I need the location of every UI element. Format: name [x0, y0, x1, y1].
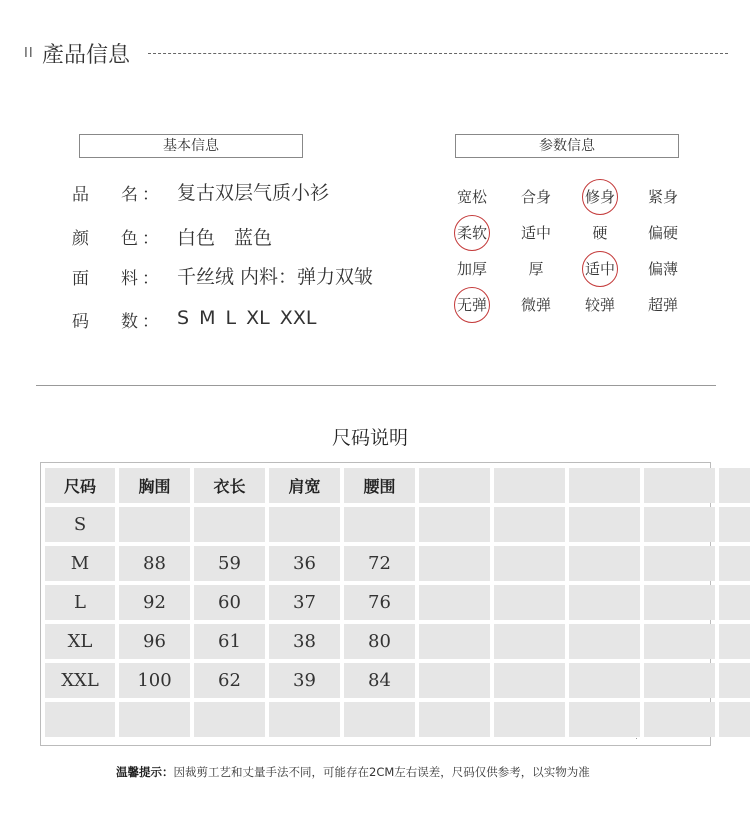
table-cell [419, 702, 490, 737]
table-cell [194, 507, 265, 542]
param-option: 紧身 [647, 188, 678, 206]
param-option: 适中 [520, 224, 551, 242]
table-header-cell [419, 468, 490, 503]
table-cell [644, 585, 715, 620]
table-cell: 39 [269, 663, 340, 698]
basic-label-char2: 名 [121, 185, 138, 205]
param-option: 宽松 [456, 188, 487, 206]
table-cell [719, 507, 750, 542]
table-cell: 60 [194, 585, 265, 620]
table-cell: 72 [344, 546, 415, 581]
table-cell [269, 507, 340, 542]
basic-label-char1: 品 [72, 185, 89, 205]
table-cell [119, 507, 190, 542]
table-cell: 96 [119, 624, 190, 659]
basic-label-colon: ： [142, 229, 159, 249]
table-cell: 76 [344, 585, 415, 620]
table-cell: XXL [45, 663, 115, 698]
table-cell [719, 624, 750, 659]
param-option: 无弹 [452, 290, 492, 320]
table-cell [644, 507, 715, 542]
param-option: 超弹 [647, 296, 678, 314]
param-option: 微弹 [520, 296, 551, 314]
table-cell [494, 624, 565, 659]
param-option: 修身 [580, 182, 620, 212]
table-cell [494, 585, 565, 620]
table-cell: 92 [119, 585, 190, 620]
table-cell [494, 702, 565, 737]
param-option: 偏薄 [647, 260, 678, 278]
table-header-cell [494, 468, 565, 503]
table-cell [644, 702, 715, 737]
table-cell: 61 [194, 624, 265, 659]
table-cell [569, 624, 640, 659]
table-cell [719, 585, 750, 620]
basic-label-char1: 面 [72, 269, 89, 289]
param-option: 厚 [528, 260, 544, 278]
basic-label-char2: 色 [121, 229, 138, 249]
table-cell [569, 663, 640, 698]
basic-label-char2: 数 [121, 312, 138, 332]
basic-value-fabric: 千丝绒 内料：弹力双皱 [177, 266, 374, 288]
table-cell [419, 585, 490, 620]
size-note [116, 764, 590, 780]
table-cell: 88 [119, 546, 190, 581]
basic-label-colon: ： [142, 312, 159, 332]
table-tick-mark [636, 738, 637, 739]
param-info-heading: 参数信息 [455, 134, 679, 158]
table-cell [569, 507, 640, 542]
table-cell [494, 507, 565, 542]
table-cell: L [45, 585, 115, 620]
basic-value-sizes: S M L XL XXL [177, 307, 317, 329]
section-dashed-rule [148, 53, 728, 54]
table-cell: 37 [269, 585, 340, 620]
size-table [40, 462, 711, 746]
table-cell: 36 [269, 546, 340, 581]
param-option: 较弹 [584, 296, 615, 314]
section-marker: II [24, 46, 34, 61]
param-option: 硬 [592, 224, 608, 242]
table-cell [269, 702, 340, 737]
table-cell: 38 [269, 624, 340, 659]
param-option: 柔软 [452, 218, 492, 248]
table-header-cell: 尺码 [45, 468, 115, 503]
param-option: 合身 [520, 188, 551, 206]
table-cell [419, 507, 490, 542]
table-cell: XL [45, 624, 115, 659]
table-header-cell: 衣长 [194, 468, 265, 503]
table-cell [119, 702, 190, 737]
table-cell [344, 507, 415, 542]
size-note-label: 温馨提示： [116, 765, 174, 779]
table-cell: 59 [194, 546, 265, 581]
table-header-cell: 胸围 [119, 468, 190, 503]
param-option: 偏硬 [647, 224, 678, 242]
basic-value-color: 白色 蓝色 [177, 227, 273, 249]
basic-label-colon: ： [142, 269, 159, 289]
table-header-cell [719, 468, 750, 503]
table-cell [194, 702, 265, 737]
table-cell [494, 663, 565, 698]
table-header-cell [644, 468, 715, 503]
param-option: 适中 [580, 254, 620, 284]
table-header-cell: 肩宽 [269, 468, 340, 503]
table-cell: M [45, 546, 115, 581]
table-cell [494, 546, 565, 581]
table-cell [644, 546, 715, 581]
table-cell [419, 663, 490, 698]
table-header-cell [569, 468, 640, 503]
section-divider [36, 385, 716, 386]
table-cell: 100 [119, 663, 190, 698]
table-cell [419, 624, 490, 659]
table-cell [344, 702, 415, 737]
table-header-cell: 腰围 [344, 468, 415, 503]
section-title: 產品信息 [42, 43, 131, 68]
table-cell [419, 546, 490, 581]
table-cell: 84 [344, 663, 415, 698]
table-cell [719, 546, 750, 581]
table-cell [644, 663, 715, 698]
table-cell: 80 [344, 624, 415, 659]
table-cell: S [45, 507, 115, 542]
table-cell [644, 624, 715, 659]
table-cell [569, 546, 640, 581]
size-note-text: 因裁剪工艺和丈量手法不同，可能存在2CM左右误差，尺码仅供参考，以实物为准 [173, 765, 590, 779]
basic-value-name: 复古双层气质小衫 [177, 182, 330, 204]
basic-label-colon: ： [142, 185, 159, 205]
param-option: 加厚 [456, 260, 487, 278]
basic-label-char1: 颜 [72, 229, 89, 249]
basic-label-char1: 码 [72, 312, 89, 332]
size-chart-title: 尺码说明 [331, 427, 408, 449]
table-cell [719, 663, 750, 698]
table-cell [569, 585, 640, 620]
basic-info-heading: 基本信息 [79, 134, 303, 158]
table-cell [569, 702, 640, 737]
table-cell: 62 [194, 663, 265, 698]
table-cell [45, 702, 115, 737]
table-cell [719, 702, 750, 737]
basic-label-char2: 料 [121, 269, 138, 289]
